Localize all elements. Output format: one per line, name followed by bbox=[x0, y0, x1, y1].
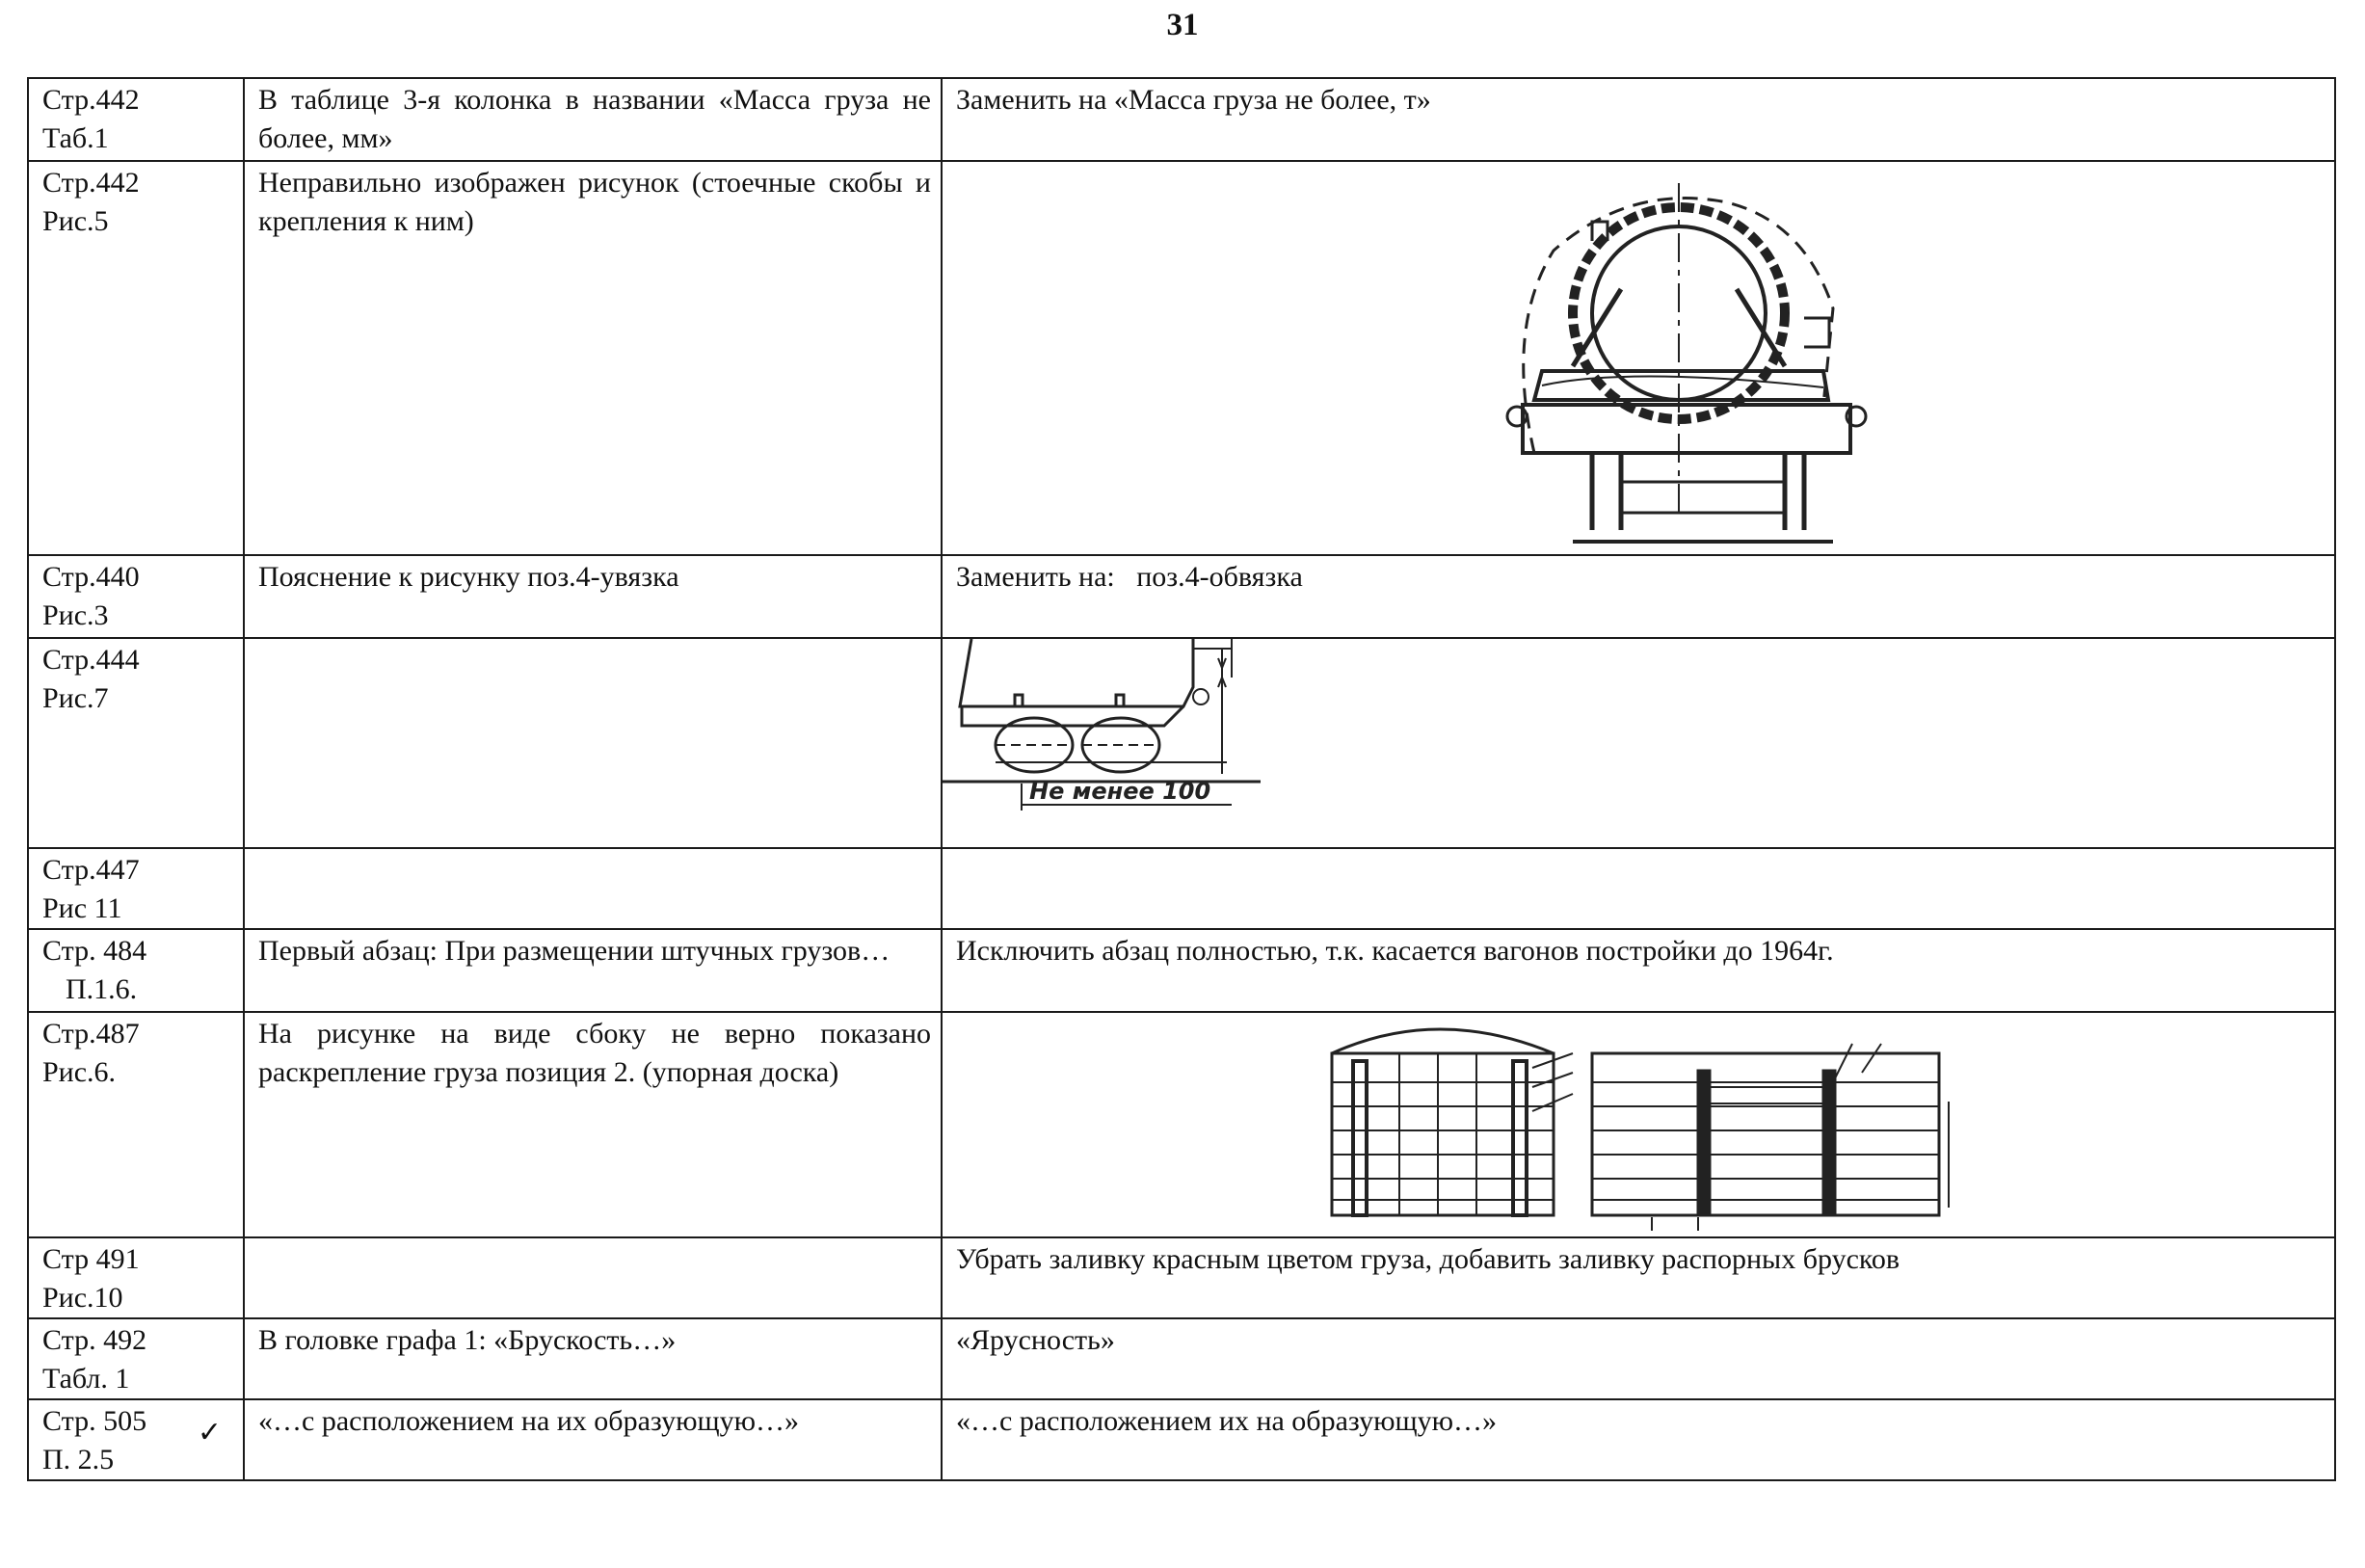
page-reference: Стр.444 bbox=[42, 644, 140, 676]
reference-cell bbox=[28, 929, 244, 1012]
pipe-load-on-platform-diagram bbox=[956, 164, 2325, 549]
checkmark-icon: ✓ bbox=[197, 1416, 222, 1449]
table-row bbox=[28, 161, 2335, 555]
description-cell: Пояснение к рисунку поз.4-увязка bbox=[244, 555, 942, 638]
page-reference: Стр.442 bbox=[42, 167, 140, 199]
page-reference: Стр.442 bbox=[42, 84, 140, 116]
description-cell: «…с расположением на их образующую…» bbox=[244, 1399, 942, 1480]
correction-cell bbox=[942, 929, 2335, 1012]
page-reference: Стр. 492 bbox=[42, 1324, 147, 1356]
reference-cell bbox=[28, 78, 244, 161]
reference-cell bbox=[28, 161, 244, 555]
table-row bbox=[28, 1318, 2335, 1399]
correction-cell bbox=[942, 1012, 2335, 1237]
table-row bbox=[28, 555, 2335, 638]
item-reference: П. 2.5 bbox=[42, 1444, 115, 1475]
reference-cell bbox=[28, 1237, 244, 1318]
description-cell bbox=[244, 638, 942, 848]
correction-cell bbox=[942, 1399, 2335, 1480]
correction-cell bbox=[942, 161, 2335, 555]
item-reference: Таб.1 bbox=[42, 122, 109, 154]
reference-cell bbox=[28, 638, 244, 848]
description-cell: На рисунке на виде сбоку не верно показано раскрепление груза позиция 2. (упорная доска) bbox=[244, 1012, 942, 1237]
page-reference: Стр 491 bbox=[42, 1243, 140, 1275]
correction-cell bbox=[942, 555, 2335, 638]
clearance-dimension-label: Не менее 100 bbox=[1029, 778, 1211, 805]
correction-text: Заменить на: поз.4-обвязка bbox=[956, 561, 1303, 593]
table-row bbox=[28, 1012, 2335, 1237]
reference-cell bbox=[28, 848, 244, 929]
item-reference: Рис.3 bbox=[42, 599, 109, 631]
correction-text: Заменить на «Масса груза не более, т» bbox=[956, 84, 1431, 116]
description-cell bbox=[244, 848, 942, 929]
correction-cell bbox=[942, 848, 2335, 929]
table-row bbox=[28, 638, 2335, 848]
table-row bbox=[28, 848, 2335, 929]
wagon-bogie-figure bbox=[943, 639, 2334, 843]
table-row bbox=[28, 78, 2335, 161]
item-reference: Табл. 1 bbox=[42, 1363, 130, 1395]
page-reference: Стр.447 bbox=[42, 854, 140, 886]
table-row bbox=[28, 1399, 2335, 1480]
page-reference: Стр. 484 bbox=[42, 935, 147, 967]
reference-cell bbox=[28, 1012, 244, 1237]
stacked-timber-load-diagram bbox=[956, 1015, 2325, 1231]
table-row bbox=[28, 1237, 2335, 1318]
item-reference: Рис 11 bbox=[42, 892, 122, 924]
page-reference: Стр. 505 bbox=[42, 1405, 147, 1437]
item-reference: П.1.6. bbox=[66, 973, 138, 1005]
item-reference: Рис.5 bbox=[42, 205, 109, 237]
correction-cell bbox=[942, 78, 2335, 161]
reference-cell bbox=[28, 555, 244, 638]
description-cell bbox=[244, 1237, 942, 1318]
timber-load-figure bbox=[956, 1015, 2325, 1231]
correction-cell bbox=[942, 1237, 2335, 1318]
correction-cell bbox=[942, 1318, 2335, 1399]
correction-text: Исключить абзац полностью, т.к. касается вагонов постройки до 1964г. bbox=[956, 935, 1834, 967]
page-reference: Стр.440 bbox=[42, 561, 140, 593]
page-reference: Стр.487 bbox=[42, 1018, 140, 1050]
item-reference: Рис.7 bbox=[42, 682, 109, 714]
correction-cell bbox=[942, 638, 2335, 848]
description-cell: В головке графа 1: «Брускость…» bbox=[244, 1318, 942, 1399]
description-cell: В таблице 3-я колонка в названии «Масса груза не более, мм» bbox=[244, 78, 942, 161]
reference-cell bbox=[28, 1399, 244, 1480]
correction-text: «Ярусность» bbox=[956, 1324, 1115, 1356]
description-cell: Неправильно изображен рисунок (стоечные скобы и крепления к ним) bbox=[244, 161, 942, 555]
description-cell: Первый абзац: При размещении штучных грузов… bbox=[244, 929, 942, 1012]
correction-text: Убрать заливку красным цветом груза, добавить заливку распорных брусков bbox=[956, 1243, 1900, 1275]
item-reference: Рис.10 bbox=[42, 1282, 123, 1314]
page-number: 31 bbox=[1166, 8, 1199, 42]
pipe-load-figure bbox=[956, 164, 2325, 549]
reference-cell bbox=[28, 1318, 244, 1399]
item-reference: Рис.6. bbox=[42, 1056, 117, 1088]
wagon-bogie-clearance-diagram bbox=[943, 639, 1328, 843]
correction-text: «…с расположением их на образующую…» bbox=[956, 1405, 1498, 1437]
errata-table bbox=[27, 77, 2336, 1481]
table-row bbox=[28, 929, 2335, 1012]
